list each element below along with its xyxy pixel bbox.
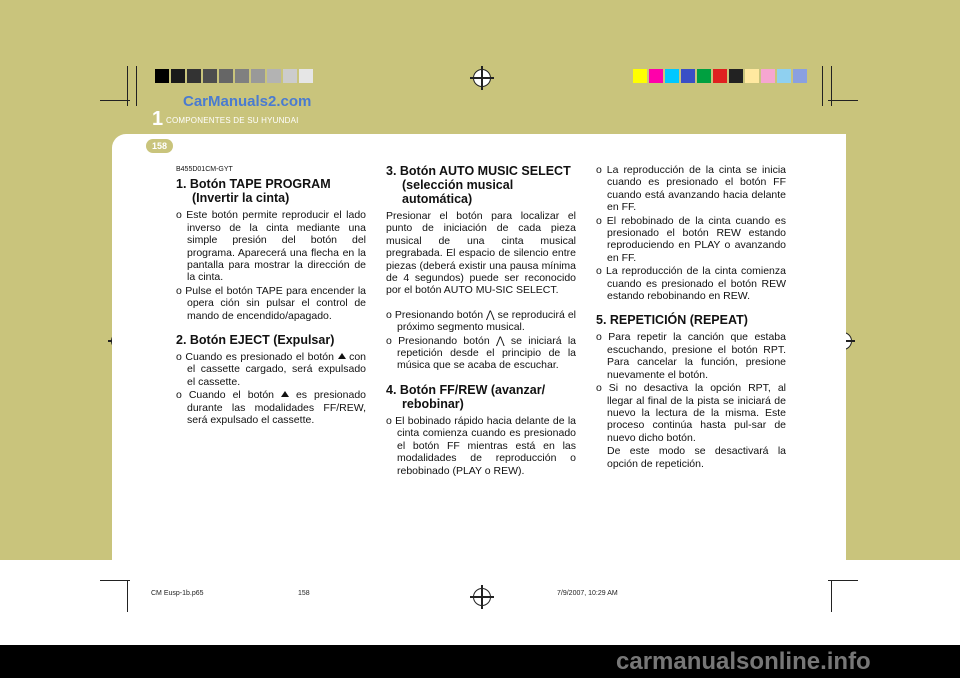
bullet-item: o El rebobinado de la cinta cuando es presionado el botón REW estando reproduciendo en PLAY o avanzando en FF. xyxy=(596,214,786,264)
color-swatch xyxy=(713,69,727,83)
bullet-item xyxy=(176,389,366,426)
color-swatch xyxy=(155,69,169,83)
heading-line: 1. Botón TAPE PROGRAM xyxy=(176,177,331,192)
bullet-text: o Cuando el botón xyxy=(176,389,274,402)
crop-mark xyxy=(100,100,130,101)
color-swatch xyxy=(665,69,679,83)
crop-mark xyxy=(828,100,858,101)
color-swatch xyxy=(283,69,297,83)
color-swatch xyxy=(793,69,807,83)
page-number: 158 xyxy=(146,139,173,153)
column-3 xyxy=(596,164,786,470)
color-swatch xyxy=(299,69,313,83)
bullet-text: es presionado durante las modalidades FF/REW, será expulsado el cassette. xyxy=(187,389,366,427)
crop-mark xyxy=(822,66,823,106)
color-swatch xyxy=(697,69,711,83)
paragraph: Presionar el botón para localizar el punto de iniciación de cada pieza musical de una cinta musical pregrabada. El espacio de silencio entre piezas (deberá existir una pausa mínima de 4 segundos) puede ser reconocido por el botón AUTO MU-SIC SELECT. xyxy=(386,210,576,297)
section-code: B455D01CM-GYT xyxy=(176,166,233,173)
crop-mark xyxy=(100,580,130,581)
bullet-item: o Presionando botón ⋀ se iniciará la repetición desde el principio de la música que se acaba de escuchar. xyxy=(386,334,576,372)
color-swatch xyxy=(267,69,281,83)
chapter-title: COMPONENTES DE SU HYUNDAI xyxy=(166,116,299,125)
section-heading-3 xyxy=(386,164,576,206)
color-swatch xyxy=(235,69,249,83)
eject-icon xyxy=(281,391,289,397)
section-heading-1 xyxy=(176,177,366,205)
watermark-bottom[interactable]: carmanualsonline.info xyxy=(616,648,871,675)
bullet-item xyxy=(176,351,366,388)
bullet-text: con el cassette cargado, será expulsado el cassette. xyxy=(187,351,366,388)
color-swatch xyxy=(729,69,743,83)
bullet-item: o El bobinado rápido hacia delante de la cinta comienza cuando es presionado el botón FF mientras está en las modalidades de reproducción o rebobinado (PLAY o REW). xyxy=(386,414,576,477)
crop-mark xyxy=(828,580,858,581)
crop-mark xyxy=(831,580,832,612)
crop-mark xyxy=(127,580,128,612)
color-swatch xyxy=(633,69,647,83)
footer-page: 158 xyxy=(298,590,310,597)
color-swatch xyxy=(187,69,201,83)
footer-file: CM Eusp-1b.p65 xyxy=(151,590,204,597)
registration-mark-icon xyxy=(473,588,491,606)
bullet-item: o Pulse el botón TAPE para encender la opera ción sin pulsar el control de mando de encendido/apagado. xyxy=(176,284,366,322)
color-swatch xyxy=(251,69,265,83)
watermark-top[interactable]: CarManuals2.com xyxy=(183,93,312,110)
color-swatch xyxy=(681,69,695,83)
section-heading-5: 5. REPETICIÓN (REPEAT) xyxy=(596,313,748,328)
bullet-item: o Para repetir la canción que estaba escuchando, presione el botón RPT. Para cancelar la función, presione nuevamente el botón. xyxy=(596,331,786,381)
heading-line: 3. Botón AUTO MUSIC SELECT xyxy=(386,164,571,178)
color-swatch xyxy=(649,69,663,83)
color-swatch xyxy=(745,69,759,83)
bullet-item: o La reproducción de la cinta comienza cuando es presionado el botón REW estando rebobinando en REW. xyxy=(596,265,786,303)
color-swatch xyxy=(171,69,185,83)
bullet-continuation: De este modo se desactivará la opción de repetición. xyxy=(607,445,786,470)
heading-line: (selección musical automática) xyxy=(402,178,514,206)
heading-line: (Invertir la cinta) xyxy=(192,191,290,206)
bullet-item: o Presionando botón ⋀ se reproducirá el próximo segmento musical. xyxy=(386,308,576,334)
registration-mark-icon xyxy=(473,69,491,87)
bullet-item: o La reproducción de la cinta se inicia cuando es presionado el botón FF cuando está avanzando hacia delante en FF. xyxy=(596,164,786,214)
crop-mark xyxy=(136,66,137,106)
heading-line: rebobinar) xyxy=(402,396,464,411)
chapter-number: 1 xyxy=(152,108,164,130)
footer-date: 7/9/2007, 10:29 AM xyxy=(557,590,618,597)
bullet-item: o Si no desactiva la opción RPT, al llegar al final de la pista se iniciará de nuevo la lectura de la misma. Este proceso continúa hasta pul-sar de nuevo dicho botón. xyxy=(596,382,786,444)
heading-line: 4. Botón FF/REW (avanzar/ xyxy=(386,382,546,397)
column-1 xyxy=(176,164,366,428)
eject-icon xyxy=(338,353,346,359)
color-swatch xyxy=(761,69,775,83)
color-swatch xyxy=(777,69,791,83)
bullet-item: o Este botón permite reproducir el lado inverso de la cinta mediante una simple presión del botón del programa. Aparecerá una flecha en la pantalla para mostrar la dirección de la cinta. xyxy=(176,209,366,284)
bullet-text: o Cuando es presionado el botón xyxy=(176,351,334,364)
section-heading-4 xyxy=(386,383,576,411)
column-2 xyxy=(386,164,576,478)
color-swatch xyxy=(203,69,217,83)
section-heading-2: 2. Botón EJECT (Expulsar) xyxy=(176,333,335,348)
color-swatch xyxy=(219,69,233,83)
